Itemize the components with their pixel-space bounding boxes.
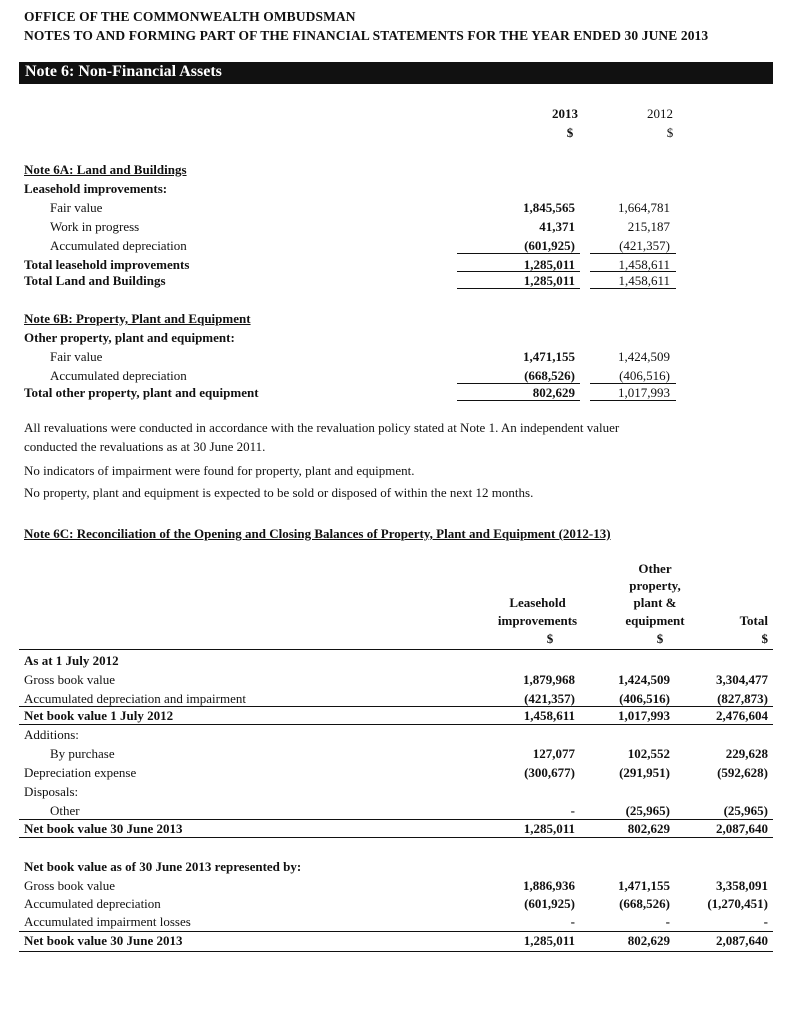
note6b-row-2013: (668,526) xyxy=(524,368,575,383)
note6c-row-label: Depreciation expense xyxy=(24,765,137,780)
note6b-row-2012: 1,017,993 xyxy=(618,385,670,400)
note6a-row-label: Total leasehold improvements xyxy=(24,257,190,272)
note6a-row-2012: 1,458,611 xyxy=(618,273,670,288)
note6a-row-2013: 41,371 xyxy=(539,219,575,234)
note6a-subtitle: Leasehold improvements: xyxy=(24,181,168,196)
note6c-row-label: Net book value 30 June 2013 xyxy=(24,933,183,948)
note6c-leasehold-value: 1,886,936 xyxy=(523,878,575,893)
note6c-leasehold-value: - xyxy=(570,914,575,929)
note6c-leasehold-value: - xyxy=(570,803,575,818)
col-other-ppe-header: Other xyxy=(638,561,672,576)
note6c-other-ppe-value: (25,965) xyxy=(625,803,670,818)
impairment-paragraph: No indicators of impairment were found for property, plant and equipment. xyxy=(24,463,415,478)
note6b-row-2013: 802,629 xyxy=(532,385,575,400)
note6c-row-label: Disposals: xyxy=(24,784,79,799)
note6c-row-label: Accumulated depreciation xyxy=(24,896,161,911)
note6c-row-label: By purchase xyxy=(50,746,115,761)
rule xyxy=(19,819,773,820)
note6a-row-2012: (421,357) xyxy=(619,238,670,253)
note6c-other-ppe-value: 1,471,155 xyxy=(618,878,670,893)
note6a-row-label: Fair value xyxy=(50,200,103,215)
revaluation-paragraph-line1: All revaluations were conducted in accordance with the revaluation policy stated at Note 1. An independent valuer xyxy=(24,420,620,435)
rule xyxy=(590,288,676,289)
note6c-leasehold-value: 1,285,011 xyxy=(523,933,575,948)
note6a-row-2012: 215,187 xyxy=(627,219,670,234)
note6c-other-ppe-value: 102,552 xyxy=(627,746,670,761)
note6a-row-2013: 1,285,011 xyxy=(523,273,575,288)
note6a-row-2012: 1,458,611 xyxy=(618,257,670,272)
col-2013-header: 2013 xyxy=(552,106,578,121)
note6c-leasehold-value: (300,677) xyxy=(524,765,575,780)
col-other-ppe-header: equipment xyxy=(625,613,685,628)
note6b-row-label: Total other property, plant and equipment xyxy=(24,385,259,400)
rule xyxy=(19,724,773,725)
note6c-leasehold-value: 127,077 xyxy=(532,746,575,761)
note6c-row-label: Net book value 30 June 2013 xyxy=(24,821,183,836)
rule xyxy=(19,837,773,838)
note6a-row-2013: 1,845,565 xyxy=(523,200,575,215)
col-leasehold-header: improvements xyxy=(497,613,578,628)
note6c-total-value: (827,873) xyxy=(717,691,768,706)
report-subtitle: NOTES TO AND FORMING PART OF THE FINANCIAL STATEMENTS FOR THE YEAR ENDED 30 JUNE 2013 xyxy=(24,28,709,43)
note6c-total-value: 3,358,091 xyxy=(716,878,768,893)
note6c-total-value: 2,087,640 xyxy=(716,933,768,948)
note6b-row-2013: 1,471,155 xyxy=(523,349,575,364)
note6c-total-value: (1,270,451) xyxy=(707,896,768,911)
note6c-other-ppe-value: 802,629 xyxy=(627,933,670,948)
note6c-row-label: As at 1 July 2012 xyxy=(24,653,119,668)
note6c-row-label: Net book value as of 30 June 2013 represented by: xyxy=(24,859,302,874)
col-2013-currency: $ xyxy=(566,125,574,140)
rule xyxy=(457,400,580,401)
rule xyxy=(19,951,773,952)
note6c-other-ppe-value: 802,629 xyxy=(627,821,670,836)
note6c-row-label: Gross book value xyxy=(24,672,115,687)
note6c-row-label: Accumulated impairment losses xyxy=(24,914,191,929)
note6c-row-label: Other xyxy=(50,803,80,818)
note6c-leasehold-value: 1,285,011 xyxy=(523,821,575,836)
note6c-row-label: Accumulated depreciation and impairment xyxy=(24,691,246,706)
col-other-ppe-header: plant & xyxy=(633,595,677,610)
note6c-total-value: - xyxy=(763,914,768,929)
col-2012-currency: $ xyxy=(666,125,674,140)
col-leasehold-header: Leasehold xyxy=(509,595,566,610)
rule xyxy=(457,383,580,384)
note6a-row-label: Total Land and Buildings xyxy=(24,273,166,288)
note6c-row-label: Net book value 1 July 2012 xyxy=(24,708,174,723)
rule xyxy=(457,288,580,289)
note6b-subtitle: Other property, plant and equipment: xyxy=(24,330,235,345)
note6a-row-2013: (601,925) xyxy=(524,238,575,253)
note6b-row-2012: (406,516) xyxy=(619,368,670,383)
rule xyxy=(19,931,773,932)
note6a-row-2012: 1,664,781 xyxy=(618,200,670,215)
note6b-row-label: Accumulated depreciation xyxy=(50,368,187,383)
rule xyxy=(19,706,773,707)
rule xyxy=(590,400,676,401)
note6a-row-2013: 1,285,011 xyxy=(523,257,575,272)
note6b-row-2012: 1,424,509 xyxy=(618,349,670,364)
note6c-other-ppe-value: 1,017,993 xyxy=(618,708,670,723)
note6b-title: Note 6B: Property, Plant and Equipment xyxy=(24,311,251,326)
note6c-total-value: 229,628 xyxy=(725,746,768,761)
note6c-other-ppe-value: 1,424,509 xyxy=(618,672,670,687)
note6a-row-label: Work in progress xyxy=(50,219,140,234)
col-total-header: Total xyxy=(739,613,768,628)
revaluation-paragraph-line2: conducted the revaluations as at 30 June 2011. xyxy=(24,439,266,454)
note6c-title: Note 6C: Reconciliation of the Opening and Closing Balances of Property, Plant and Equipment (2012-13) xyxy=(24,526,611,541)
note6-title: Note 6: Non-Financial Assets xyxy=(25,63,222,80)
col-other-ppe-header: property, xyxy=(629,578,681,593)
rule xyxy=(590,253,676,254)
note6c-total-value: 2,476,604 xyxy=(716,708,768,723)
note6c-leasehold-value: (421,357) xyxy=(524,691,575,706)
col-2012-header: 2012 xyxy=(647,106,673,121)
note6c-total-value: (592,628) xyxy=(717,765,768,780)
rule xyxy=(590,271,676,272)
note6c-other-ppe-value: - xyxy=(665,914,670,929)
rule xyxy=(590,383,676,384)
note6c-leasehold-value: 1,458,611 xyxy=(523,708,575,723)
note6c-total-value: 3,304,477 xyxy=(716,672,768,687)
rule xyxy=(457,253,580,254)
disposal-paragraph: No property, plant and equipment is expected to be sold or disposed of within the next 12 months. xyxy=(24,485,534,500)
note6c-leasehold-value: (601,925) xyxy=(524,896,575,911)
col-total-currency: $ xyxy=(761,631,768,646)
note6-title-bar xyxy=(19,62,773,84)
rule xyxy=(457,271,580,272)
note6a-title: Note 6A: Land and Buildings xyxy=(24,162,187,177)
note6c-other-ppe-value: (291,951) xyxy=(619,765,670,780)
note6c-leasehold-value: 1,879,968 xyxy=(523,672,575,687)
note6c-other-ppe-value: (406,516) xyxy=(619,691,670,706)
rule xyxy=(19,649,773,650)
note6c-other-ppe-value: (668,526) xyxy=(619,896,670,911)
col-other-ppe-currency: $ xyxy=(656,631,664,646)
note6c-row-label: Additions: xyxy=(24,727,79,742)
col-leasehold-currency: $ xyxy=(546,631,554,646)
note6b-row-label: Fair value xyxy=(50,349,103,364)
note6c-total-value: 2,087,640 xyxy=(716,821,768,836)
report-office-title: OFFICE OF THE COMMONWEALTH OMBUDSMAN xyxy=(24,9,356,24)
note6c-row-label: Gross book value xyxy=(24,878,115,893)
note6a-row-label: Accumulated depreciation xyxy=(50,238,187,253)
note6c-total-value: (25,965) xyxy=(723,803,768,818)
